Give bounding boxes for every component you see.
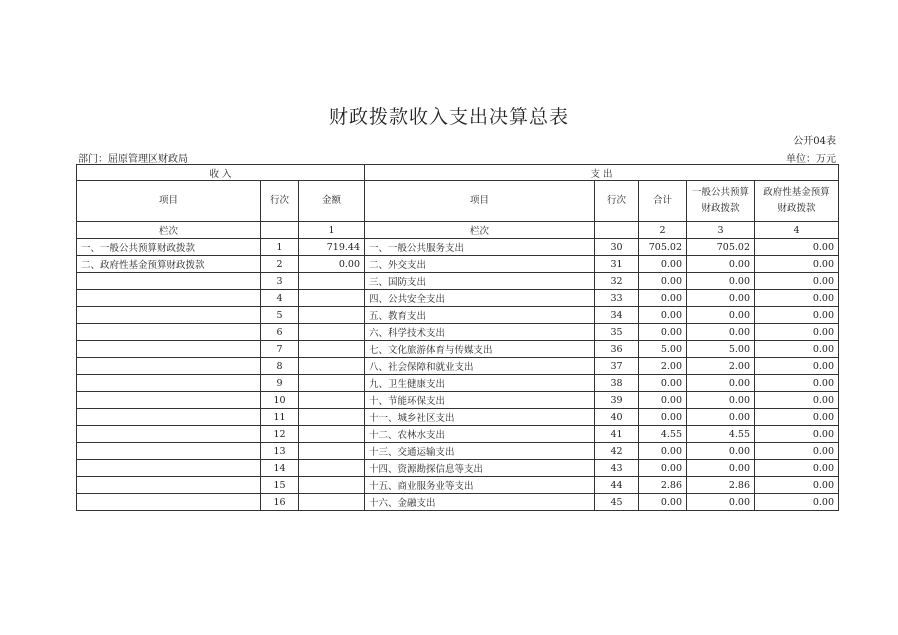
department-label: 部门：屈原管理区财政局	[78, 154, 188, 165]
income-item	[77, 324, 261, 341]
table-row	[77, 324, 839, 341]
expense-general: 0.00	[687, 256, 755, 273]
income-line: 13	[261, 443, 299, 460]
income-item	[77, 290, 261, 307]
expense-general: 0.00	[687, 307, 755, 324]
expense-line: 30	[595, 239, 639, 256]
income-amount	[299, 392, 365, 409]
expense-item: 十五、商业服务业等支出	[365, 477, 595, 494]
income-item: 二、政府性基金预算财政拨款	[77, 256, 261, 273]
expense-general: 0.00	[687, 273, 755, 290]
expense-line: 42	[595, 443, 639, 460]
income-line: 14	[261, 460, 299, 477]
table-row	[77, 460, 839, 477]
expense-line: 34	[595, 307, 639, 324]
expense-line: 40	[595, 409, 639, 426]
income-item	[77, 460, 261, 477]
income-item	[77, 375, 261, 392]
expense-total: 0.00	[639, 375, 687, 392]
header-general-budget: 一般公共预算财政拨款	[687, 181, 755, 222]
income-amount	[299, 358, 365, 375]
table-row	[77, 375, 839, 392]
income-item	[77, 443, 261, 460]
income-line: 7	[261, 341, 299, 358]
expense-total: 0.00	[639, 273, 687, 290]
income-line: 15	[261, 477, 299, 494]
income-amount	[299, 290, 365, 307]
income-item	[77, 477, 261, 494]
income-amount	[299, 409, 365, 426]
income-item	[77, 341, 261, 358]
expense-line: 43	[595, 460, 639, 477]
expense-item: 四、公共安全支出	[365, 290, 595, 307]
expense-fund: 0.00	[755, 426, 839, 443]
expense-item: 十二、农林水支出	[365, 426, 595, 443]
unit-label: 单位：万元	[786, 154, 836, 165]
expense-general: 0.00	[687, 460, 755, 477]
table-row	[77, 256, 839, 273]
expense-general: 5.00	[687, 341, 755, 358]
table-row	[77, 273, 839, 290]
income-amount	[299, 494, 365, 511]
income-line: 10	[261, 392, 299, 409]
income-item	[77, 273, 261, 290]
table-row	[77, 239, 839, 256]
income-amount	[299, 273, 365, 290]
expense-general: 0.00	[687, 290, 755, 307]
income-line: 12	[261, 426, 299, 443]
income-line: 3	[261, 273, 299, 290]
expense-total: 2.00	[639, 358, 687, 375]
expense-item: 十一、城乡社区支出	[365, 409, 595, 426]
expense-total: 0.00	[639, 324, 687, 341]
income-amount	[299, 307, 365, 324]
expense-item: 十、节能环保支出	[365, 392, 595, 409]
expense-line: 33	[595, 290, 639, 307]
income-line: 6	[261, 324, 299, 341]
expense-fund: 0.00	[755, 273, 839, 290]
expense-fund: 0.00	[755, 477, 839, 494]
expense-general: 0.00	[687, 375, 755, 392]
expense-total: 0.00	[639, 494, 687, 511]
expense-fund: 0.00	[755, 375, 839, 392]
income-item	[77, 426, 261, 443]
header-line: 行次	[261, 181, 299, 222]
expense-line: 39	[595, 392, 639, 409]
expense-item: 三、国防支出	[365, 273, 595, 290]
expense-general: 2.86	[687, 477, 755, 494]
income-amount: 0.00	[299, 256, 365, 273]
expense-fund: 0.00	[755, 290, 839, 307]
col-amount-no: 1	[299, 222, 365, 239]
income-line: 2	[261, 256, 299, 273]
header-line-expense: 行次	[595, 181, 639, 222]
income-item	[77, 409, 261, 426]
expense-fund: 0.00	[755, 409, 839, 426]
expense-item: 十六、金融支出	[365, 494, 595, 511]
page-title: 财政拨款收入支出决算总表	[328, 106, 569, 128]
expense-total: 2.86	[639, 477, 687, 494]
expense-fund: 0.00	[755, 494, 839, 511]
expense-line: 36	[595, 341, 639, 358]
expense-general: 0.00	[687, 494, 755, 511]
expense-item: 七、文化旅游体育与传媒支出	[365, 341, 595, 358]
income-line: 1	[261, 239, 299, 256]
income-item	[77, 307, 261, 324]
expense-fund: 0.00	[755, 460, 839, 477]
income-item: 一、一般公共预算财政拨款	[77, 239, 261, 256]
income-amount	[299, 460, 365, 477]
table-row	[77, 358, 839, 375]
expense-general: 705.02	[687, 239, 755, 256]
header-item: 项目	[77, 181, 261, 222]
income-line: 5	[261, 307, 299, 324]
expense-total: 0.00	[639, 443, 687, 460]
col-general-no: 3	[687, 222, 755, 239]
income-line: 8	[261, 358, 299, 375]
expense-fund: 0.00	[755, 239, 839, 256]
table-row	[77, 341, 839, 358]
income-line: 16	[261, 494, 299, 511]
income-amount	[299, 443, 365, 460]
table-row	[77, 426, 839, 443]
table-row	[77, 392, 839, 409]
income-item	[77, 392, 261, 409]
col-empty-expense	[595, 222, 639, 239]
expense-general: 0.00	[687, 443, 755, 460]
table-row	[77, 290, 839, 307]
income-line: 4	[261, 290, 299, 307]
expense-fund: 0.00	[755, 358, 839, 375]
expense-total: 705.02	[639, 239, 687, 256]
expense-fund: 0.00	[755, 324, 839, 341]
header-item-expense: 项目	[365, 181, 595, 222]
header-amount: 金额	[299, 181, 365, 222]
col-label: 栏次	[77, 222, 261, 239]
col-empty	[261, 222, 299, 239]
expense-line: 32	[595, 273, 639, 290]
expense-line: 35	[595, 324, 639, 341]
expense-section-header: 支 出	[365, 165, 839, 181]
table-row	[77, 307, 839, 324]
expense-line: 38	[595, 375, 639, 392]
expense-item: 八、社会保障和就业支出	[365, 358, 595, 375]
col-label-expense: 栏次	[365, 222, 595, 239]
col-total-no: 2	[639, 222, 687, 239]
expense-line: 44	[595, 477, 639, 494]
expense-general: 4.55	[687, 426, 755, 443]
expense-general: 0.00	[687, 409, 755, 426]
table-row	[77, 494, 839, 511]
expense-total: 0.00	[639, 460, 687, 477]
expense-fund: 0.00	[755, 341, 839, 358]
expense-fund: 0.00	[755, 307, 839, 324]
header-total: 合计	[639, 181, 687, 222]
income-item	[77, 358, 261, 375]
expense-item: 二、外交支出	[365, 256, 595, 273]
income-section-header: 收 入	[77, 165, 365, 181]
table-row	[77, 443, 839, 460]
expense-item: 十四、资源勘探信息等支出	[365, 460, 595, 477]
income-amount	[299, 324, 365, 341]
expense-total: 0.00	[639, 290, 687, 307]
expense-line: 45	[595, 494, 639, 511]
income-amount	[299, 375, 365, 392]
header-fund-budget: 政府性基金预算财政拨款	[755, 181, 839, 222]
expense-total: 0.00	[639, 307, 687, 324]
expense-fund: 0.00	[755, 443, 839, 460]
income-line: 11	[261, 409, 299, 426]
form-number: 公开04表	[793, 136, 836, 147]
budget-table	[76, 164, 839, 511]
expense-line: 41	[595, 426, 639, 443]
income-amount: 719.44	[299, 239, 365, 256]
expense-total: 0.00	[639, 256, 687, 273]
expense-item: 九、卫生健康支出	[365, 375, 595, 392]
table-row	[77, 409, 839, 426]
expense-fund: 0.00	[755, 256, 839, 273]
expense-total: 4.55	[639, 426, 687, 443]
expense-total: 0.00	[639, 392, 687, 409]
income-line: 9	[261, 375, 299, 392]
expense-item: 六、科学技术支出	[365, 324, 595, 341]
expense-item: 一、一般公共服务支出	[365, 239, 595, 256]
income-amount	[299, 341, 365, 358]
expense-total: 5.00	[639, 341, 687, 358]
expense-total: 0.00	[639, 409, 687, 426]
table-row	[77, 477, 839, 494]
expense-general: 2.00	[687, 358, 755, 375]
expense-fund: 0.00	[755, 392, 839, 409]
expense-item: 五、教育支出	[365, 307, 595, 324]
expense-item: 十三、交通运输支出	[365, 443, 595, 460]
income-amount	[299, 477, 365, 494]
expense-line: 31	[595, 256, 639, 273]
col-fund-no: 4	[755, 222, 839, 239]
expense-general: 0.00	[687, 392, 755, 409]
income-item	[77, 494, 261, 511]
expense-line: 37	[595, 358, 639, 375]
expense-general: 0.00	[687, 324, 755, 341]
income-amount	[299, 426, 365, 443]
